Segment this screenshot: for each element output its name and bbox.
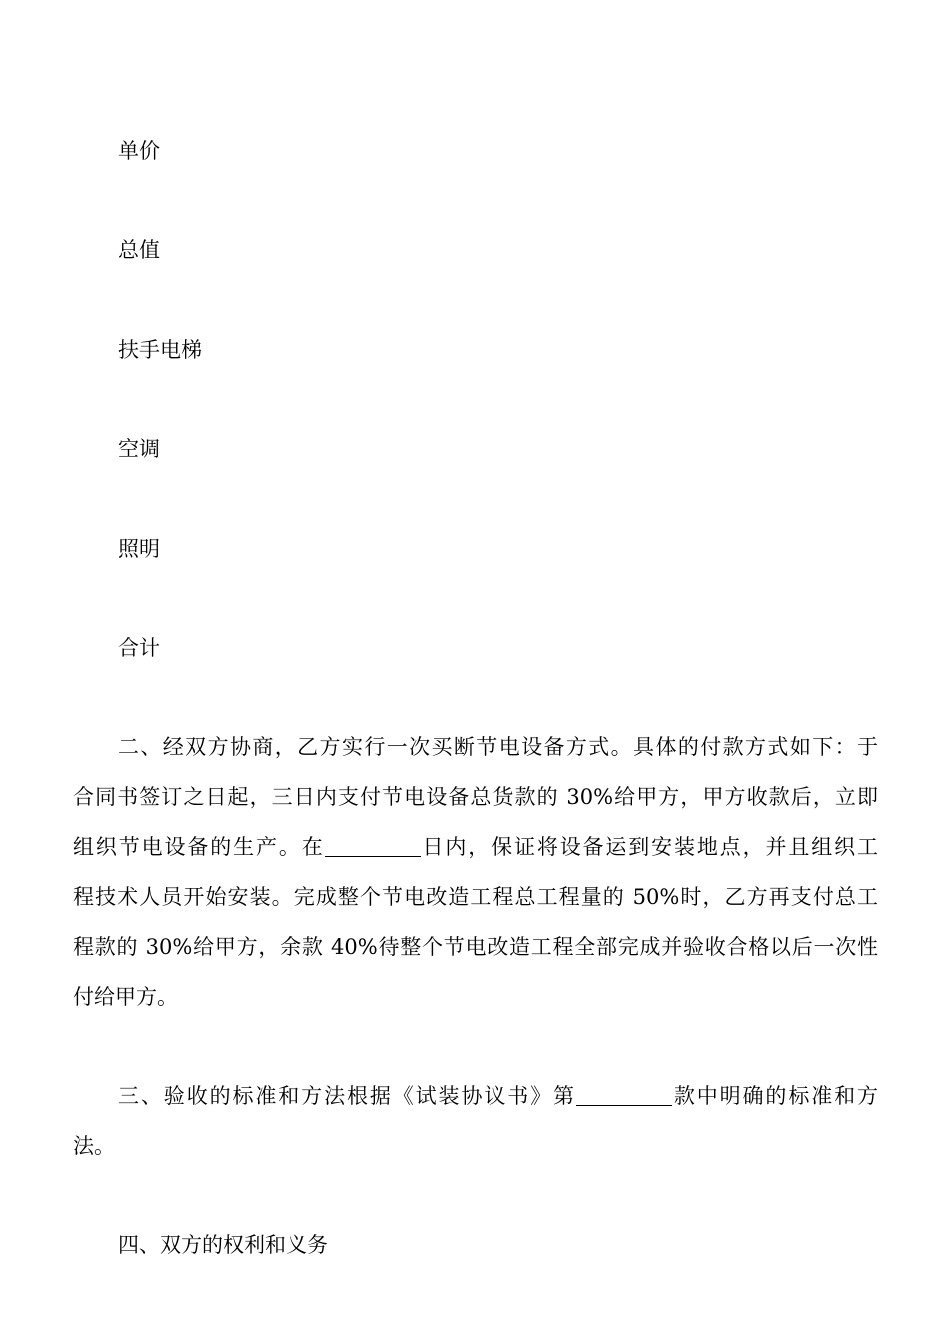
section-2-line-1 [118,732,878,762]
text-segment: 款中明确的标准和方 [671,1084,879,1108]
paragraph-line [118,1081,878,1111]
section-3-line-1 [118,1081,878,1111]
text-segment: 组织节电设备的生产。在 [73,835,325,859]
item-escalator: 扶手电梯 [118,338,202,362]
item-lighting: 照明 [118,537,160,561]
fill-in-blank-days [325,835,421,857]
text-segment: 三、验收的标准和方法根据《试装协议书》第 [118,1084,576,1108]
paragraph-line [73,832,878,862]
section-2-line-3 [73,832,878,862]
item-total-value: 总值 [118,238,160,262]
item-total: 合计 [118,636,160,660]
item-air-conditioning: 空调 [118,437,160,461]
paragraph-line: 合同书签订之日起，三日内支付节电设备总货款的 30%给甲方，甲方收款后，立即 [73,785,878,809]
paragraph-line: 程技术人员开始安装。完成整个节电改造工程总工程量的 50%时，乙方再支付总工 [73,885,878,909]
section-2-line-2 [73,782,878,812]
section-4-heading: 四、双方的权利和义务 [118,1233,328,1257]
fill-in-blank-clause [576,1084,672,1106]
section-2-line-6: 付给甲方。 [73,985,178,1009]
item-unit-price: 单价 [118,139,160,163]
paragraph-line: 二、经双方协商，乙方实行一次买断节电设备方式。具体的付款方式如下：于 [118,735,878,759]
section-2-line-4 [73,882,878,912]
section-3-line-2: 法。 [73,1134,115,1158]
paragraph-line: 程款的 30%给甲方，余款 40%待整个节电改造工程全部完成并验收合格以后一次性 [73,935,878,959]
text-segment: 日内，保证将设备运到安装地点，并且组织工 [420,835,879,859]
section-2-line-5 [73,932,878,962]
